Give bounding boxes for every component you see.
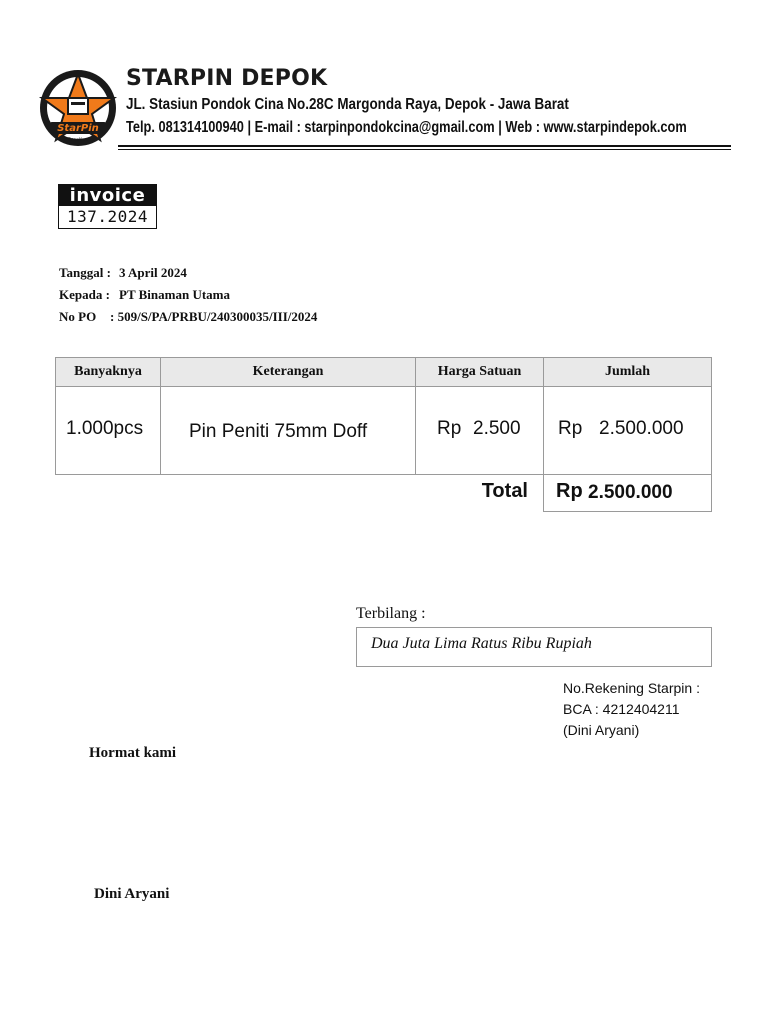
header-rule-thick	[118, 145, 731, 147]
bank-account-label: No.Rekening Starpin :	[563, 680, 700, 696]
row-amount: 2.500.000	[599, 418, 684, 439]
po-label: No PO	[59, 309, 97, 324]
bank-account-number: BCA : 4212404211	[563, 701, 680, 717]
date-label: Tanggal :	[59, 265, 111, 280]
invoice-number: 137.2024	[66, 207, 149, 226]
recipient-value: PT Binaman Utama	[119, 287, 230, 302]
col-header-desc: Keterangan	[160, 357, 416, 387]
row-price: 2.500	[473, 418, 521, 439]
col-header-price: Harga Satuan	[415, 357, 544, 387]
company-logo	[38, 68, 118, 148]
company-contact: Telp. 081314100940 | E-mail : starpinpondokcina@gmail.com | Web : www.starpindepok.com	[126, 119, 687, 136]
invoice-label: invoice	[59, 185, 156, 206]
row-price-currency: Rp	[437, 418, 462, 439]
recipient-label: Kepada :	[59, 287, 110, 302]
amount-in-words-label: Terbilang :	[356, 605, 426, 622]
signatory-name: Dini Aryani	[94, 886, 170, 902]
row-qty: 1.000pcs	[66, 418, 144, 439]
date-value: 3 April 2024	[119, 265, 187, 280]
company-name: STARPIN DEPOK	[126, 66, 328, 91]
header-rule-thin	[118, 149, 731, 150]
total-currency: Rp	[556, 480, 583, 502]
row-desc: Pin Peniti 75mm Doff	[189, 421, 368, 442]
col-header-amount: Jumlah	[543, 357, 712, 387]
total-value: 2.500.000	[588, 482, 673, 503]
col-header-qty: Banyaknya	[55, 357, 161, 387]
row-amount-currency: Rp	[558, 418, 583, 439]
closing-text: Hormat kami	[89, 745, 177, 761]
bank-account-holder: (Dini Aryani)	[563, 722, 640, 738]
amount-in-words: Dua Juta Lima Ratus Ribu Rupiah	[371, 635, 592, 652]
logo-subtext: Creative	[67, 137, 89, 143]
total-label: Total	[481, 480, 528, 502]
po-value: : 509/S/PA/PRBU/240300035/III/2024	[110, 309, 318, 324]
logo-text: StarPin	[57, 123, 99, 134]
company-address: JL. Stasiun Pondok Cina No.28C Margonda Raya, Depok - Jawa Barat	[126, 96, 569, 113]
